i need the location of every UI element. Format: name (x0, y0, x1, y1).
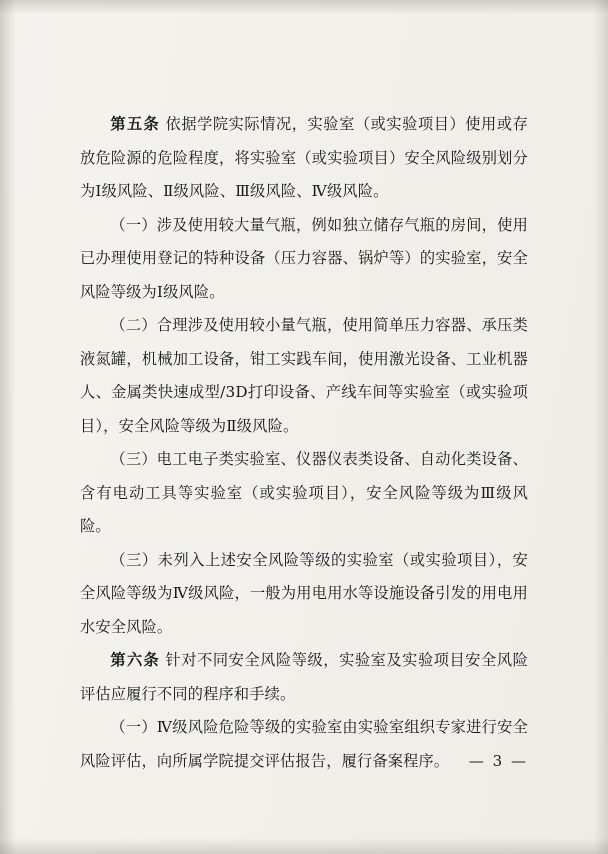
paragraph-item-three (80, 443, 528, 544)
paragraph-text: （三）未列入上述安全风险等级的实验室（或实验项目），安全风险等级为Ⅳ级风险，一般为用电用水等设施设备引发的用电用水安全风险。 (80, 550, 528, 636)
paragraph-text: 依据学院实际情况，实验室（或实验项目）使用或存放危险源的危险程度，将实验室（或实验项目）安全风险级别划分为Ⅰ级风险、Ⅱ级风险、Ⅲ级风险、Ⅳ级风险。 (80, 115, 528, 200)
paragraph-article-five (80, 108, 528, 209)
paragraph-text: （一）涉及使用较大量气瓶，例如独立储存气瓶的房间，使用已办理使用登记的特种设备（压力容器、锅炉等）的实验室，安全风险等级为Ⅰ级风险。 (80, 215, 528, 301)
page-edge-shadow-left (0, 0, 16, 854)
page-edge-shadow-bottom (0, 838, 608, 854)
page-edge-shadow-right (594, 0, 608, 854)
page-edge-shadow-top (0, 0, 608, 14)
paragraph-article-six (80, 644, 528, 711)
document-body (80, 108, 528, 778)
paragraph-text: （一）Ⅳ级风险危险等级的实验室由实验室组织专家进行安全风险评估，向所属学院提交评估报告，履行备案程序。 (80, 718, 528, 770)
paragraph-item-one (80, 209, 528, 310)
paragraph-text: （三）电工电子类实验室、仪器仪表类设备、自动化类设备、含有电动工具等实验室（或实验项目），安全风险等级为Ⅲ级风险。 (80, 450, 528, 535)
paragraph-item-two (80, 309, 528, 443)
paragraph-item-four (80, 544, 528, 645)
paragraph-text: （二）合理涉及使用较小量气瓶，使用简单压力容器、承压类液氮罐，机械加工设备，钳工实践车间，使用激光设备、工业机器人、金属类快速成型/3D打印设备、产线车间等实验室（或实验项目），安全风险等级为Ⅱ级风险。 (80, 316, 528, 435)
paragraph-lead: 第五条 (110, 115, 161, 133)
paragraph-text: 针对不同安全风险等级，实验室及实验项目安全风险评估应履行不同的程序和手续。 (80, 651, 528, 703)
page-number: — 3 — (468, 752, 528, 770)
paragraph-lead: 第六条 (110, 651, 161, 669)
